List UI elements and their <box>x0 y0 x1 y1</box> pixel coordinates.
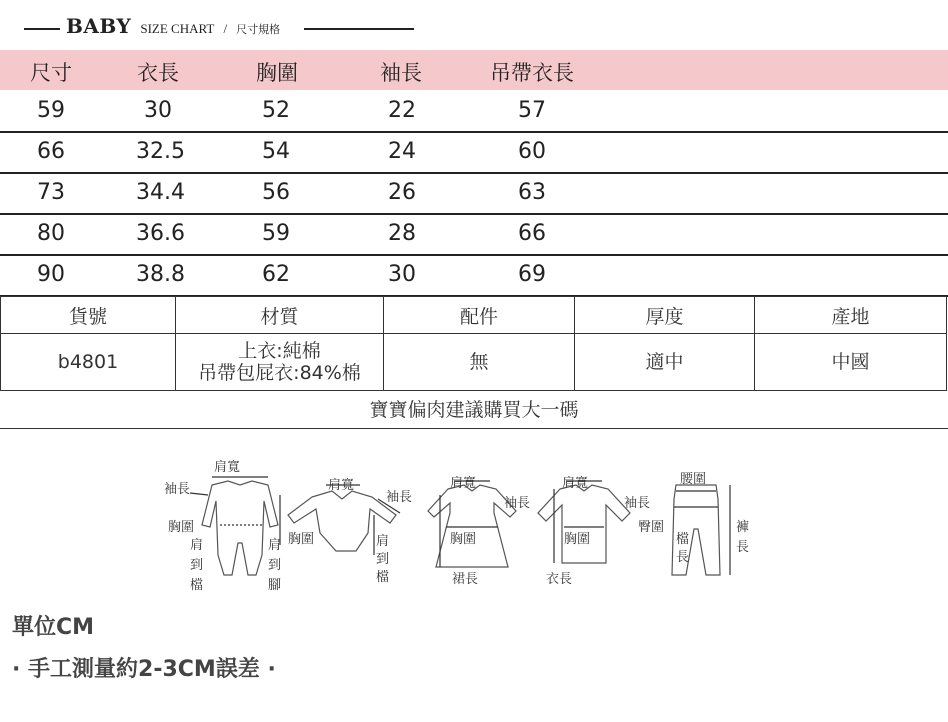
cell-sleeve: 30 <box>388 262 416 287</box>
info-header-thickness: 厚度 <box>575 297 755 334</box>
title-rule-left <box>24 28 60 30</box>
cell-chest: 52 <box>262 98 290 123</box>
pants-length-b: 長 <box>736 540 750 555</box>
romper-shoulder-foot-b: 到 <box>268 558 282 573</box>
info-origin: 中國 <box>755 334 947 391</box>
info-thickness: 適中 <box>575 334 755 391</box>
info-header-accessory: 配件 <box>384 297 575 334</box>
title-slash: / <box>223 21 228 36</box>
title-chinese: 尺寸規格 <box>236 23 281 36</box>
title-brand: BABY <box>66 14 132 38</box>
info-header-origin: 產地 <box>755 297 947 334</box>
cell-chest: 59 <box>262 221 290 246</box>
bodysuit-shoulder-crotch-c: 檔 <box>376 570 390 585</box>
bodysuit-chest-label: 胸圍 <box>288 532 315 547</box>
top-chest-label: 胸圍 <box>564 532 591 547</box>
size-chart-title <box>24 14 424 44</box>
table-row <box>0 172 948 215</box>
pants-length-a: 褲 <box>736 520 750 535</box>
cell-length: 34.4 <box>136 180 185 205</box>
header-size: 尺寸 <box>30 61 72 85</box>
table-row <box>0 213 948 256</box>
size-table-header <box>0 50 948 90</box>
title-rule-right <box>304 28 414 30</box>
top-sleeve-label: 袖長 <box>624 496 651 511</box>
romper-sleeve-label: 袖長 <box>164 482 191 497</box>
info-header-material: 材質 <box>176 297 384 334</box>
cell-strap-length: 66 <box>518 221 546 246</box>
garment-illustrations <box>150 455 770 605</box>
cell-strap-length: 63 <box>518 180 546 205</box>
info-accessory: 無 <box>384 334 575 391</box>
product-info-table <box>0 296 948 391</box>
info-item-no: b4801 <box>1 334 176 391</box>
pants-waist-label: 腰圍 <box>680 472 707 487</box>
romper-shoulder-crotch-b: 到 <box>190 558 204 573</box>
romper-shoulder-label: 肩寬 <box>214 460 241 475</box>
title-text <box>66 14 280 38</box>
dress-shoulder-label: 肩寬 <box>450 476 477 491</box>
cell-size: 80 <box>37 221 65 246</box>
cell-length: 30 <box>144 98 172 123</box>
info-material-line2: 吊帶包屁衣:84%棉 <box>198 362 361 384</box>
romper-shoulder-foot-c: 腳 <box>268 578 282 593</box>
pants-crotch-b: 長 <box>676 550 690 565</box>
cell-sleeve: 22 <box>388 98 416 123</box>
header-chest: 胸圍 <box>256 61 298 85</box>
title-subtitle: SIZE CHART <box>140 21 215 36</box>
table-row <box>0 131 948 174</box>
romper-shoulder-crotch-a: 肩 <box>190 538 204 553</box>
pants-crotch-a: 檔 <box>676 532 690 547</box>
cell-length: 32.5 <box>136 139 185 164</box>
cell-chest: 56 <box>262 180 290 205</box>
romper-chest-label: 胸圍 <box>168 520 195 535</box>
cell-size: 90 <box>37 262 65 287</box>
unit-label: 單位CM <box>12 615 95 640</box>
measurement-diagram <box>150 455 770 605</box>
info-header-item-no: 貨號 <box>1 297 176 334</box>
cell-strap-length: 69 <box>518 262 546 287</box>
top-length-label: 衣長 <box>546 572 573 587</box>
header-sleeve: 袖長 <box>380 61 422 85</box>
cell-strap-length: 60 <box>518 139 546 164</box>
cell-sleeve: 26 <box>388 180 416 205</box>
cell-size: 66 <box>37 139 65 164</box>
table-row <box>0 90 948 133</box>
cell-length: 38.8 <box>136 262 185 287</box>
cell-sleeve: 24 <box>388 139 416 164</box>
romper-shoulder-foot-a: 肩 <box>268 538 282 553</box>
header-strap-length: 吊帶衣長 <box>490 61 574 85</box>
info-material-line1: 上衣:純棉 <box>238 340 321 362</box>
bodysuit-shoulder-crotch-b: 到 <box>376 552 390 567</box>
cell-chest: 54 <box>262 139 290 164</box>
dress-skirt-label: 裙長 <box>452 572 479 587</box>
header-length: 衣長 <box>137 61 179 85</box>
cell-size: 73 <box>37 180 65 205</box>
info-material <box>176 334 384 391</box>
measurement-error-note: · 手工測量約2-3CM誤差 · <box>12 657 276 682</box>
bodysuit-shoulder-label: 肩寬 <box>328 478 355 493</box>
dress-chest-label: 胸圍 <box>450 532 477 547</box>
top-shoulder-label: 肩寬 <box>562 476 589 491</box>
bodysuit-shoulder-crotch-a: 肩 <box>376 534 390 549</box>
cell-strap-length: 57 <box>518 98 546 123</box>
cell-sleeve: 28 <box>388 221 416 246</box>
bodysuit-sleeve-label: 袖長 <box>386 490 413 505</box>
size-advice-note: 寶寶偏肉建議購買大一碼 <box>0 392 948 429</box>
cell-size: 59 <box>37 98 65 123</box>
cell-chest: 62 <box>262 262 290 287</box>
table-row <box>0 254 948 297</box>
dress-sleeve-label: 袖長 <box>504 496 531 511</box>
romper-illustration <box>190 477 280 575</box>
pants-hip-label: 臀圍 <box>638 520 665 535</box>
romper-shoulder-crotch-c: 檔 <box>190 578 204 593</box>
top-illustration <box>538 481 630 563</box>
cell-length: 36.6 <box>136 221 185 246</box>
dress-illustration <box>428 481 516 567</box>
